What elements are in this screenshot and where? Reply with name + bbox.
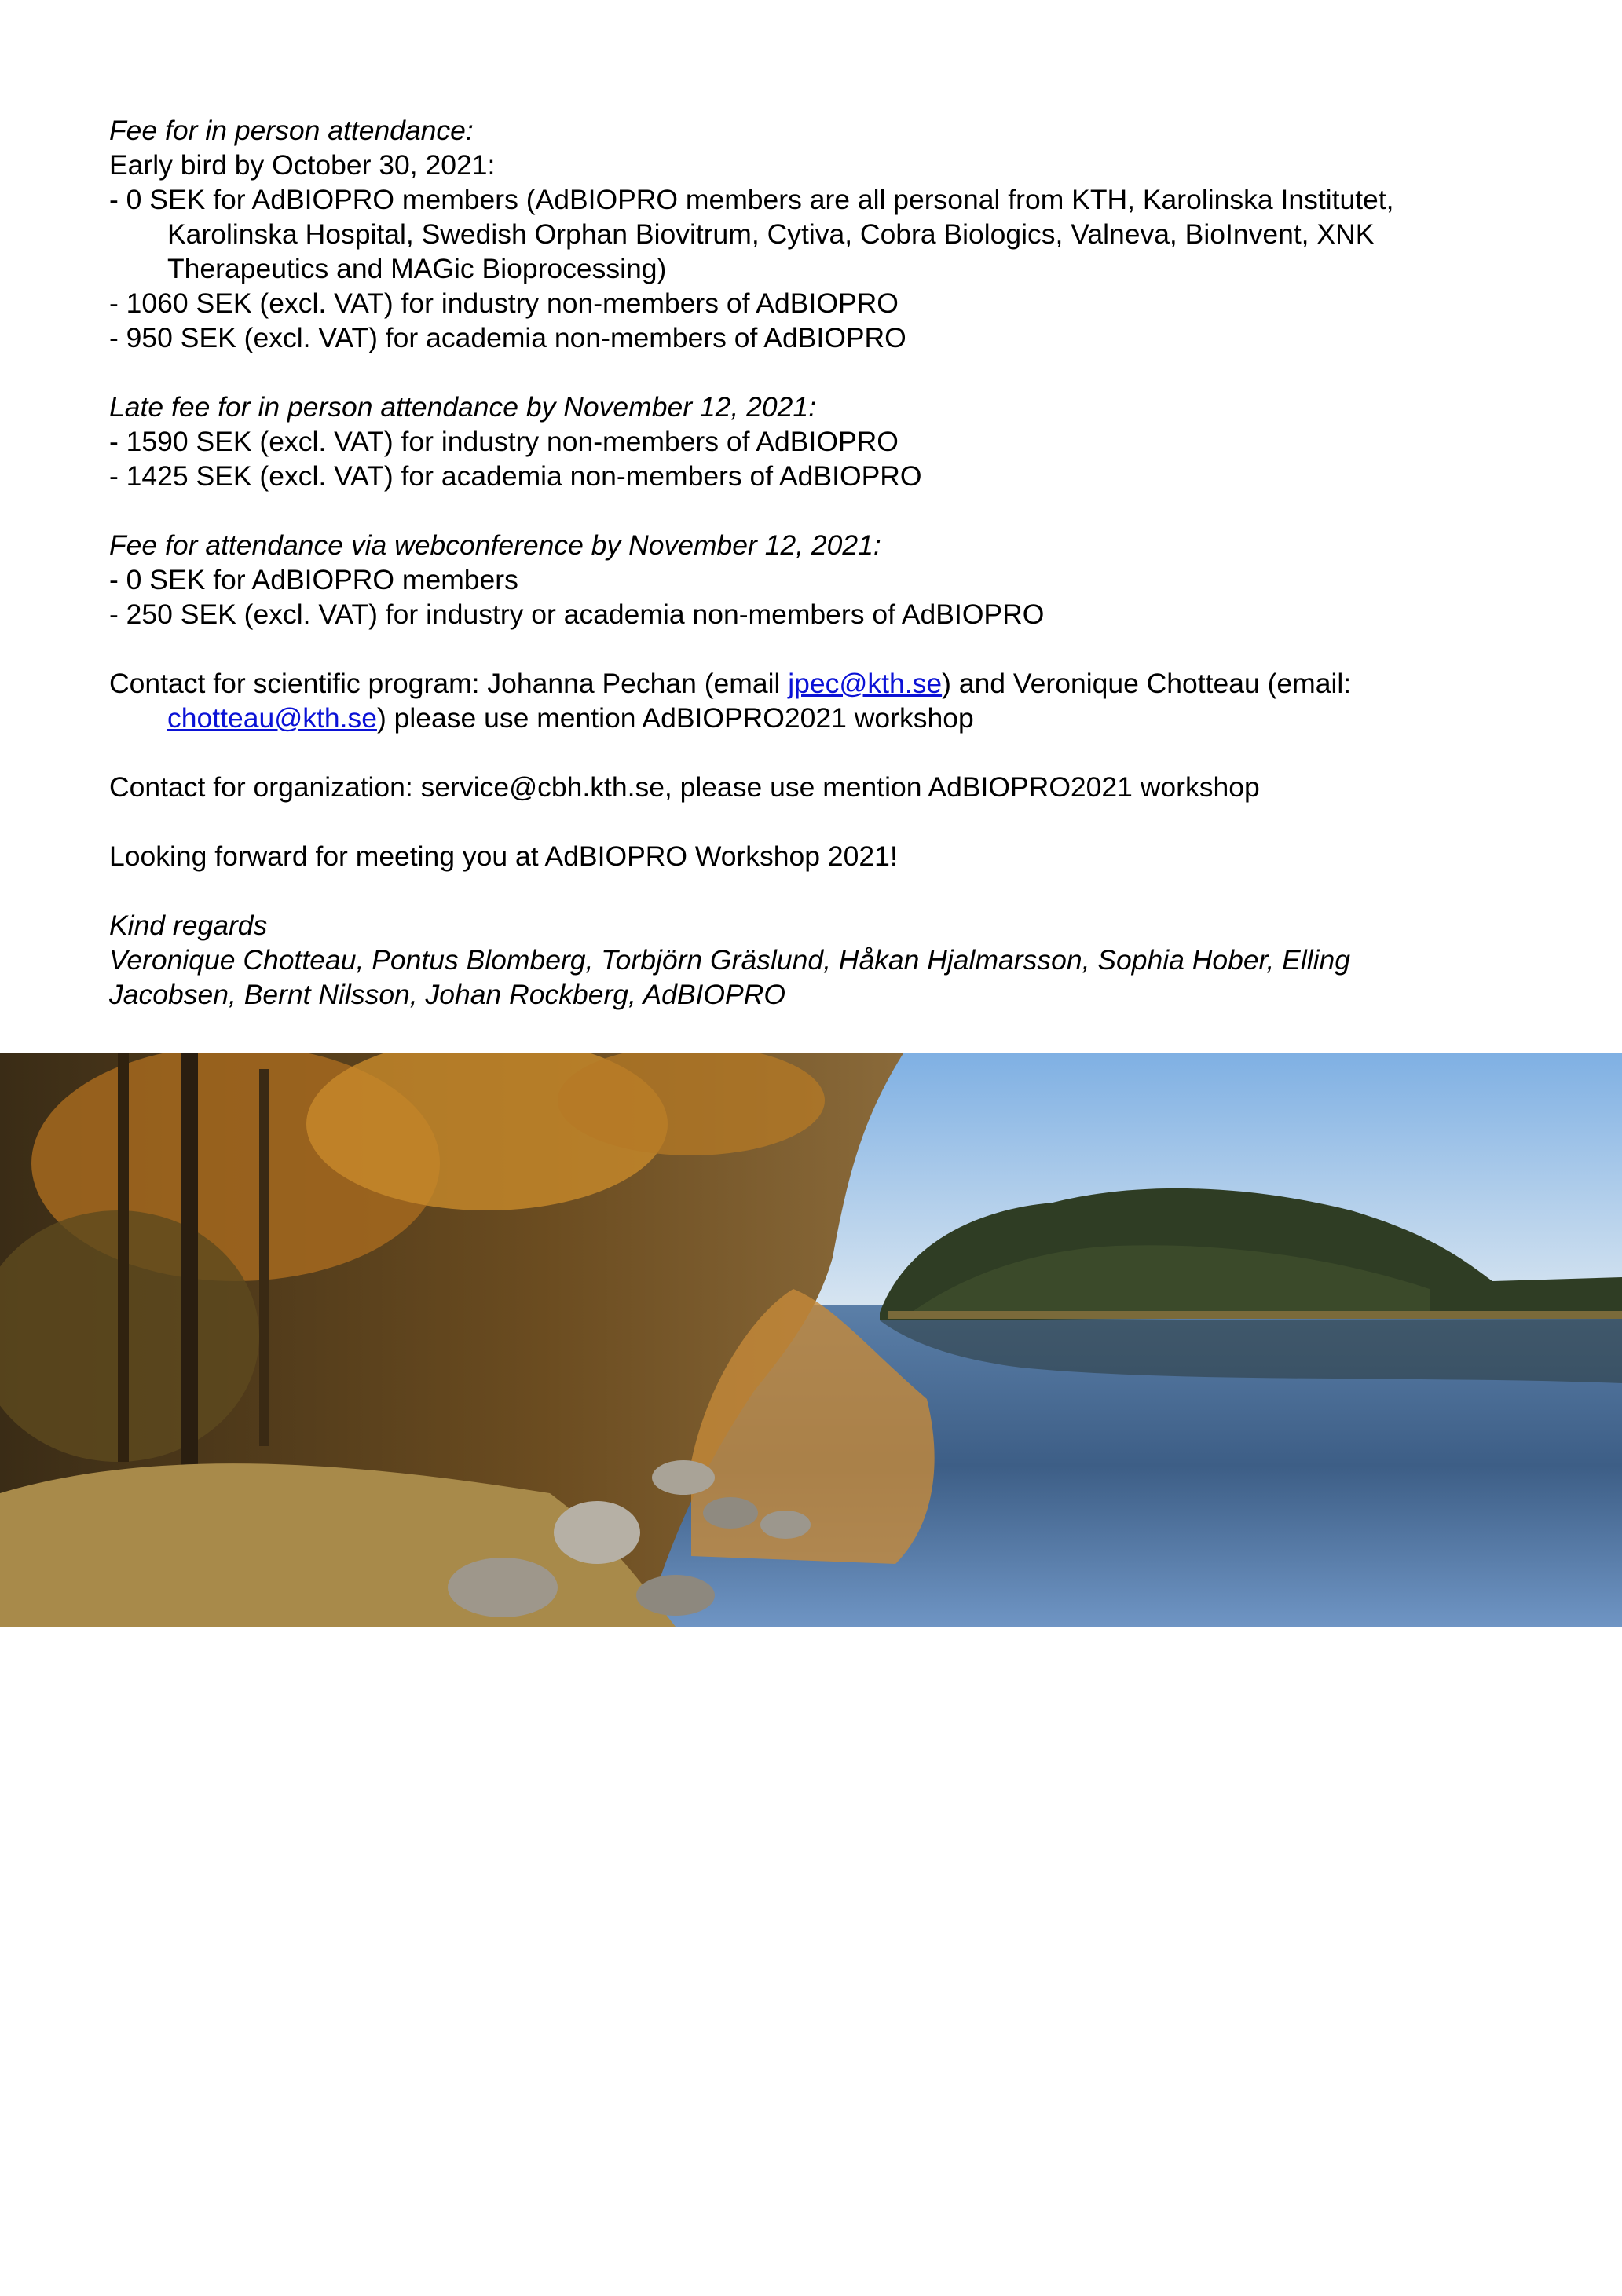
island-shoreline [888, 1311, 1622, 1319]
document-body [109, 113, 1515, 1046]
lake-photo [0, 1053, 1622, 1627]
web-fee-heading: Fee for attendance via webconference by November 12, 2021: [109, 529, 881, 561]
web-member-fee-line: - 0 SEK for AdBIOPRO members [109, 564, 518, 595]
early-bird-line: Early bird by October 30, 2021: [109, 149, 496, 181]
late-fee-heading: Late fee for in person attendance by November 12, 2021: [109, 391, 816, 423]
closing-line: Looking forward for meeting you at AdBIOPRO Workshop 2021! [109, 840, 898, 872]
email-link-chotteau[interactable]: chotteau@kth.se [167, 702, 377, 734]
rock [554, 1501, 640, 1564]
rock-2 [448, 1558, 558, 1617]
member-fee-line: - 0 SEK for AdBIOPRO members (AdBIOPRO members are all personal from KTH, Karolinska Institutet, [109, 184, 1394, 215]
signatories-line-1: Veronique Chotteau, Pontus Blomberg, Torbjörn Gräslund, Håkan Hjalmarsson, Sophia Hober, Elling [109, 944, 1350, 976]
tree-trunk-2 [118, 1053, 129, 1462]
late-academia-fee-line: - 1425 SEK (excl. VAT) for academia non-members of AdBIOPRO [109, 460, 922, 492]
lake-landscape-image [0, 1053, 1622, 1627]
web-nonmember-fee-line: - 250 SEK (excl. VAT) for industry or academia non-members of AdBIOPRO [109, 599, 1045, 630]
rock-6 [636, 1575, 715, 1616]
in-person-fee-heading: Fee for in person attendance: [109, 115, 474, 146]
regards-section [109, 908, 1515, 1012]
academia-fee-line: - 950 SEK (excl. VAT) for academia non-members of AdBIOPRO [109, 322, 906, 353]
scientific-contact-prefix: Contact for scientific program: Johanna Pechan (email [109, 668, 789, 699]
scientific-contact-line [109, 666, 1515, 701]
regards-greeting: Kind regards [109, 910, 268, 941]
organization-contact-line: Contact for organization: service@cbh.kth.se, please use mention AdBIOPRO2021 workshop [109, 771, 1260, 803]
email-link-jpec[interactable]: jpec@kth.se [788, 668, 943, 699]
scientific-contact-suffix: ) please use mention AdBIOPRO2021 workshop [376, 702, 974, 734]
rock-5 [760, 1511, 811, 1539]
organization-contact-section [109, 770, 1515, 804]
closing-section [109, 839, 1515, 873]
member-fee-line-3: Therapeutics and MAGic Bioprocessing) [167, 253, 667, 284]
member-fee-line-2: Karolinska Hospital, Swedish Orphan Biovitrum, Cytiva, Cobra Biologics, Valneva, BioInvent, XNK [167, 218, 1375, 250]
tree-trunk [181, 1053, 198, 1493]
signatories-line-2: Jacobsen, Bernt Nilsson, Johan Rockberg, AdBIOPRO [109, 979, 785, 1010]
tree-trunk-3 [259, 1069, 269, 1446]
in-person-fee-section [109, 113, 1515, 355]
rock-4 [703, 1497, 758, 1529]
late-fee-section [109, 390, 1515, 493]
scientific-contact-section [109, 666, 1515, 735]
scientific-contact-middle: ) and Veronique Chotteau (email: [942, 668, 1352, 699]
web-fee-section [109, 528, 1515, 632]
rock-3 [652, 1460, 715, 1495]
industry-fee-line: - 1060 SEK (excl. VAT) for industry non-members of AdBIOPRO [109, 287, 899, 319]
late-industry-fee-line: - 1590 SEK (excl. VAT) for industry non-members of AdBIOPRO [109, 426, 899, 457]
scientific-contact-line-2 [109, 701, 1515, 735]
